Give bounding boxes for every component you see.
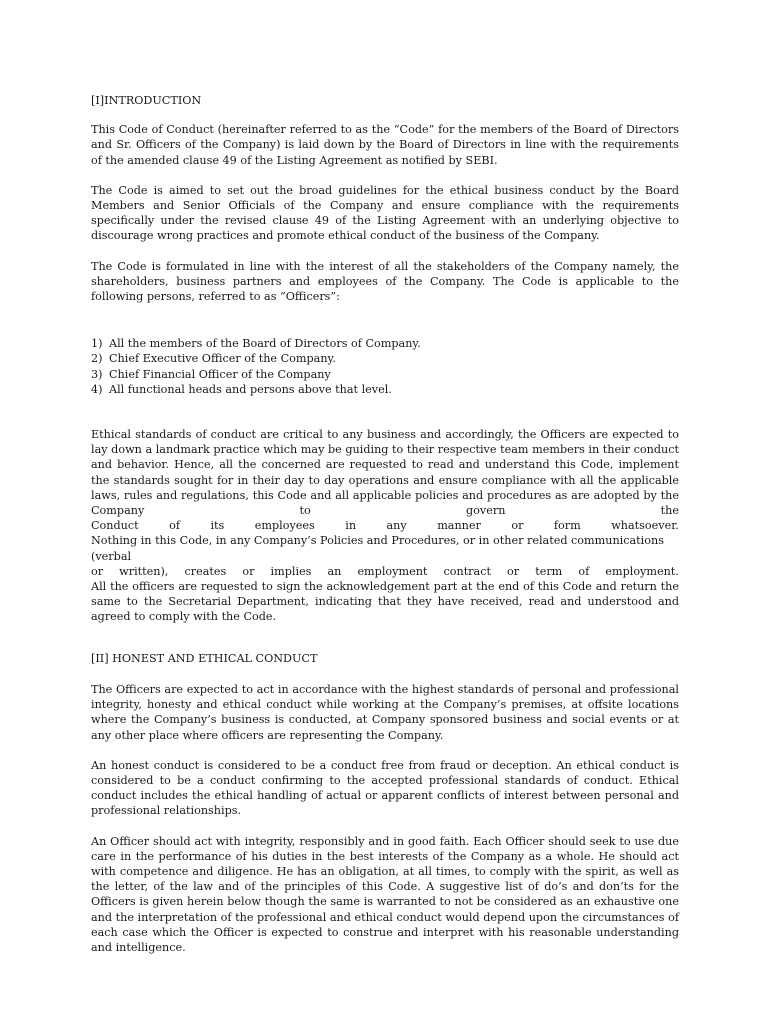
word: or <box>511 519 524 533</box>
word: in <box>345 519 357 533</box>
word: of <box>578 564 590 578</box>
list-item-number: 4) <box>91 382 103 396</box>
word: its <box>210 519 225 533</box>
honest-conduct-paragraph-3: An Officer should act with integrity, responsibly and in good faith. Each Officer should seek to use due care in the performance of his duties in the best interests of the Company as a whole. He should act with competence and diligence. He has an obligation, at all times, to comply with the spirit, as well as the letter, of the law and of the principles of this Code. A suggestive list of do’s and don’ts for the Officers is given herein below though the same is warranted to not be considered as an exhaustive one and the interpretation of the professional and ethical conduct would depend upon the circumstances of each case which the Officer is expected to construe and interpret with his reasonable understanding and intelligence. <box>91 834 679 954</box>
honest-conduct-paragraph-1: The Officers are expected to act in accordance with the highest standards of personal and professional integrity, honesty and ethical conduct while working at the Company’s premises, at offsite locations where the Company’s business is conducted, at Company sponsored business and social events or at any other place where officers are representing the Company. <box>91 682 679 742</box>
word: term <box>535 564 563 578</box>
word: manner <box>437 519 481 533</box>
word: an <box>327 564 342 578</box>
officers-list <box>91 336 679 397</box>
word: form <box>553 519 581 533</box>
list-item-text: Chief Financial Officer of the Company <box>109 367 331 381</box>
list-item-number: 2) <box>91 352 103 366</box>
intro-paragraph-1: This Code of Conduct (hereinafter referred to as the “Code” for the members of the Board of Directors and Sr. Officers of the Company) is laid down by the Board of Directors in line with the requirements of the amended clause 49 of the Listing Agreement as notified by SEBI. <box>91 123 679 167</box>
justified-line-employment <box>91 564 679 579</box>
word: or <box>242 564 255 578</box>
justified-line-conduct <box>91 518 679 533</box>
word: contract <box>443 564 491 578</box>
intro-paragraph-3: The Code is formulated in line with the interest of all the stakeholders of the Company namely, the shareholders, business partners and employees of the Company. The Code is applicable to the following persons, referred to as “Officers”: <box>91 259 679 304</box>
word: written), <box>119 564 169 578</box>
list-item <box>91 367 679 382</box>
word: employment <box>357 564 428 578</box>
list-item-number: 3) <box>91 367 103 381</box>
word: employees <box>254 519 315 533</box>
ethical-standards-text-e: All the officers are requested to sign the acknowledgement part at the end of this Code and return the same to the Secretarial Department, indicating that they have received, read and understood and agreed to comply with the Code. <box>91 580 679 624</box>
list-item-text: All functional heads and persons above that level. <box>109 382 392 396</box>
section-1-heading: [I]INTRODUCTION <box>91 94 202 107</box>
document-page <box>91 93 679 970</box>
word: Conduct <box>91 519 139 533</box>
ethical-standards-paragraph <box>91 427 679 625</box>
word: or <box>91 564 104 578</box>
ethical-standards-text-c: Nothing in this Code, in any Company’s Policies and Procedures, or in other related communications (verbal <box>91 534 664 563</box>
list-item <box>91 351 679 366</box>
section-2-heading: [II] HONEST AND ETHICAL CONDUCT <box>91 651 318 665</box>
word: employment. <box>605 564 679 578</box>
list-item <box>91 382 679 397</box>
word: implies <box>270 564 312 578</box>
ethical-standards-text-a: Ethical standards of conduct are critical to any business and accordingly, the Officers are expected to lay down a landmark practice which may be guiding to their respective team members in their conduct and behavior. Hence, all the concerned are requested to read and understand this Code, implement the standards sought for in their day to day operations and ensure compliance with all the applicable laws, rules and regulations, this Code and all applicable policies and procedures as are adopted by the Company to govern the <box>91 428 679 518</box>
intro-paragraph-2: The Code is aimed to set out the broad guidelines for the ethical business conduct by the Board Members and Senior Officials of the Company and ensure compliance with the requirements specifically under the revised clause 49 of the Listing Agreement with an underlying objective to discourage wrong practices and promote ethical conduct of the business of the Company. <box>91 183 679 243</box>
word: whatsoever. <box>611 519 679 533</box>
word: of <box>169 519 180 533</box>
list-item-text: Chief Executive Officer of the Company. <box>109 352 336 366</box>
word: or <box>507 564 520 578</box>
section-2 <box>91 651 679 955</box>
list-item <box>91 336 679 351</box>
word: any <box>386 519 407 533</box>
word: creates <box>184 564 227 578</box>
list-item-number: 1) <box>91 337 103 351</box>
list-item-text: All the members of the Board of Directors of Company. <box>109 337 421 351</box>
honest-conduct-paragraph-2: An honest conduct is considered to be a conduct free from fraud or deception. An ethical conduct is considered to be a conduct confirming to the accepted professional standards of conduct. Ethical conduct includes the ethical handling of actual or apparent conflicts of interest between personal and professional relationships. <box>91 758 679 818</box>
